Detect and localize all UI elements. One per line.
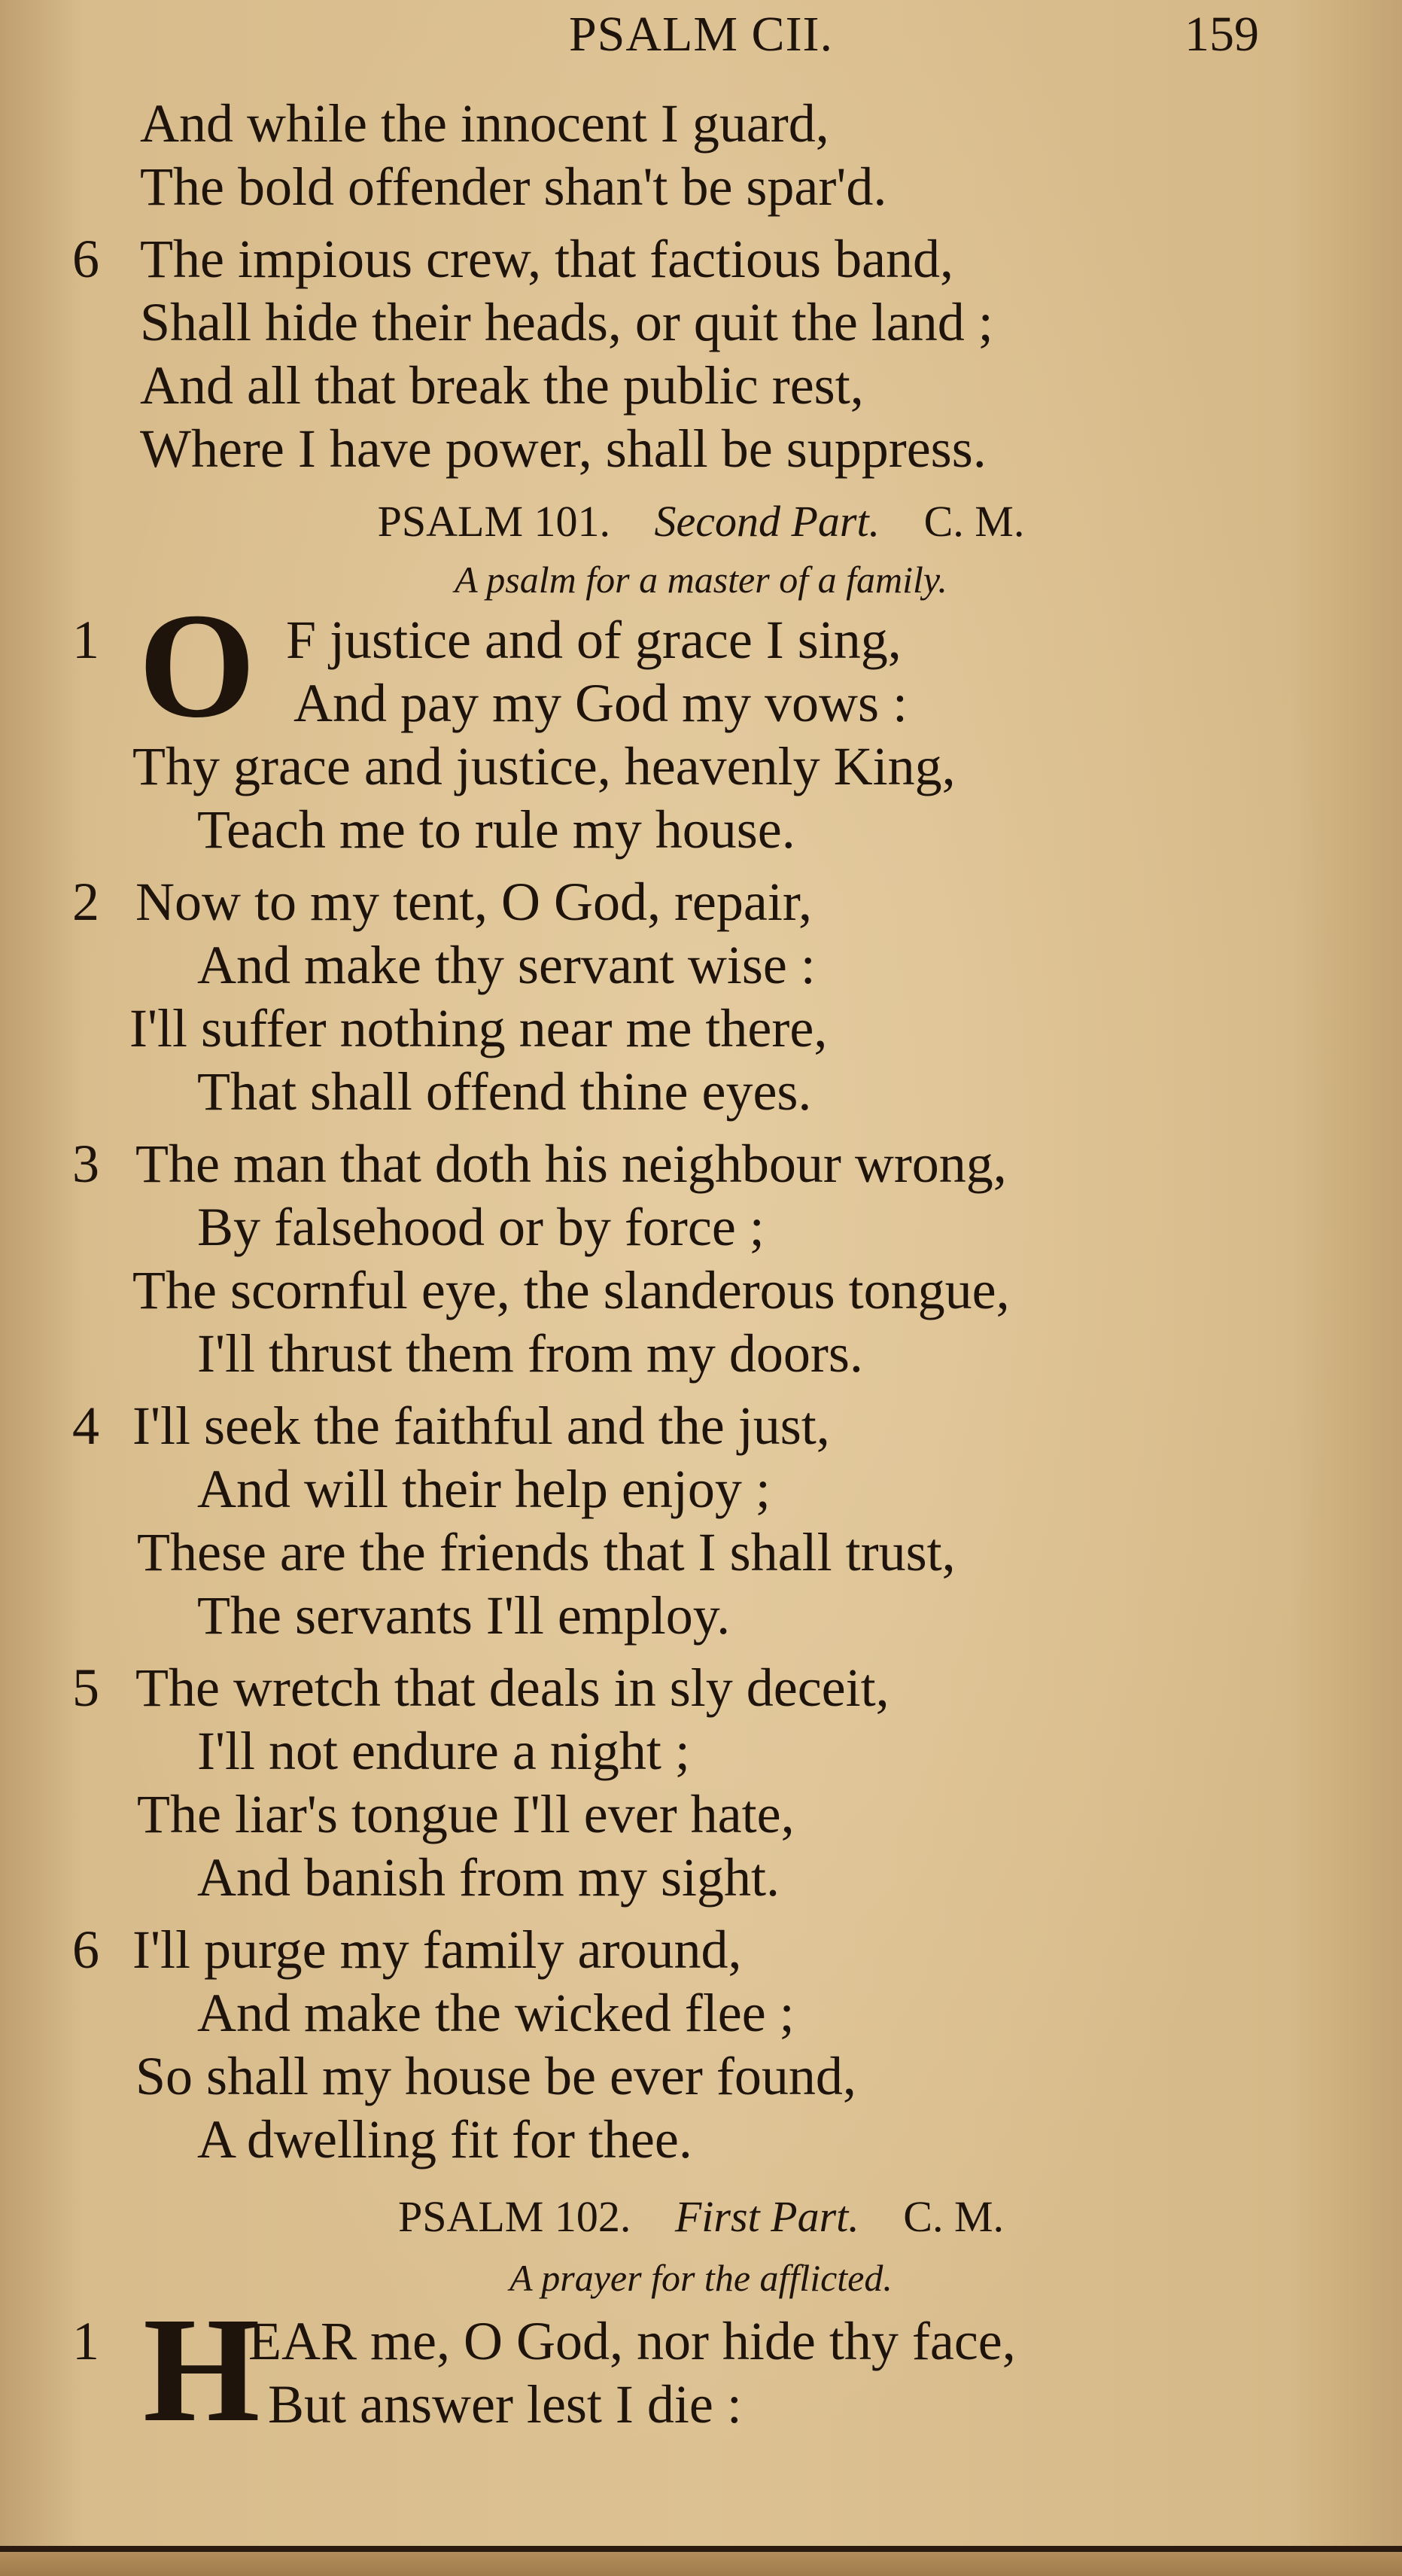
page-edge-bottom	[0, 2546, 1402, 2576]
verse-line: And make the wicked flee ;	[197, 1983, 795, 2043]
verse-number: 5	[72, 1658, 99, 1718]
verse-line: Shall hide their heads, or quit the land ;	[140, 292, 993, 352]
verse-line: So shall my house be ever found,	[135, 2046, 856, 2106]
running-header	[0, 6, 1402, 74]
verse-line: Thy grace and justice, heavenly King,	[132, 736, 956, 796]
verse-line: I'll seek the faithful and the just,	[132, 1396, 830, 1456]
verse-line: And all that break the public rest,	[140, 355, 864, 416]
verse-line: And make thy servant wise :	[197, 935, 816, 995]
verse-line: And while the innocent I guard,	[140, 93, 829, 154]
verse-number: 6	[72, 1920, 99, 1980]
verse-number: 6	[72, 229, 99, 289]
verse-number: 1	[72, 2311, 99, 2371]
drop-cap: H	[143, 2287, 260, 2453]
psalm-subtitle: A prayer for the afflicted.	[509, 2257, 893, 2299]
verse-line: And pay my God my vows :	[293, 673, 908, 733]
verse-line: And banish from my sight.	[197, 1847, 780, 1908]
psalm-meter: C. M.	[923, 497, 1025, 546]
running-title: PSALM CII.	[568, 7, 834, 62]
verse-line: The servants I'll employ.	[197, 1585, 731, 1646]
verse-number: 3	[72, 1134, 99, 1194]
verse-number: 1	[72, 610, 99, 670]
drop-cap: O	[138, 583, 256, 749]
verse-line: Where I have power, shall be suppress.	[140, 419, 987, 479]
verse-line: I'll thrust them from my doors.	[197, 1323, 863, 1384]
psalm-meter: C. M.	[903, 2192, 1005, 2241]
verse-line: EAR me, O God, nor hide thy face,	[248, 2311, 1016, 2371]
psalm-part: Second Part.	[654, 497, 880, 546]
verse-line: A dwelling fit for thee.	[197, 2109, 692, 2170]
verse-line: The wretch that deals in sly deceit,	[135, 1658, 890, 1718]
verse-line: That shall offend thine eyes.	[197, 1061, 812, 1122]
verse-line: The scornful eye, the slanderous tongue,	[132, 1260, 1010, 1320]
verse-line: The man that doth his neighbour wrong,	[135, 1134, 1007, 1194]
verse-line: The liar's tongue I'll ever hate,	[137, 1784, 795, 1844]
verse-line: The impious crew, that factious band,	[140, 229, 954, 289]
verse-line: But answer lest I die :	[268, 2374, 742, 2434]
page-number: 159	[1185, 7, 1259, 62]
verse-line: F justice and of grace I sing,	[286, 610, 902, 670]
psalm-number: PSALM 101.	[377, 497, 611, 546]
verse-line: I'll purge my family around,	[132, 1920, 742, 1980]
verse-line: These are the friends that I shall trust,	[137, 1522, 956, 1582]
verse-line: The bold offender shan't be spar'd.	[140, 157, 887, 217]
verse-line: Now to my tent, O God, repair,	[135, 872, 812, 932]
verse-number: 2	[72, 872, 99, 932]
psalm-subtitle: A psalm for a master of a family.	[455, 559, 947, 601]
psalm-heading	[0, 495, 1402, 548]
psalm-heading	[0, 2191, 1402, 2243]
psalm-number: PSALM 102.	[397, 2192, 631, 2241]
psalm-part: First Part.	[674, 2192, 859, 2241]
verse-number: 4	[72, 1396, 99, 1456]
verse-line: I'll suffer nothing near me there,	[129, 998, 828, 1058]
verse-line: Teach me to rule my house.	[197, 799, 795, 860]
verse-line: By falsehood or by force ;	[197, 1197, 765, 1257]
verse-line: I'll not endure a night ;	[197, 1721, 690, 1781]
verse-line: And will their help enjoy ;	[197, 1459, 771, 1519]
